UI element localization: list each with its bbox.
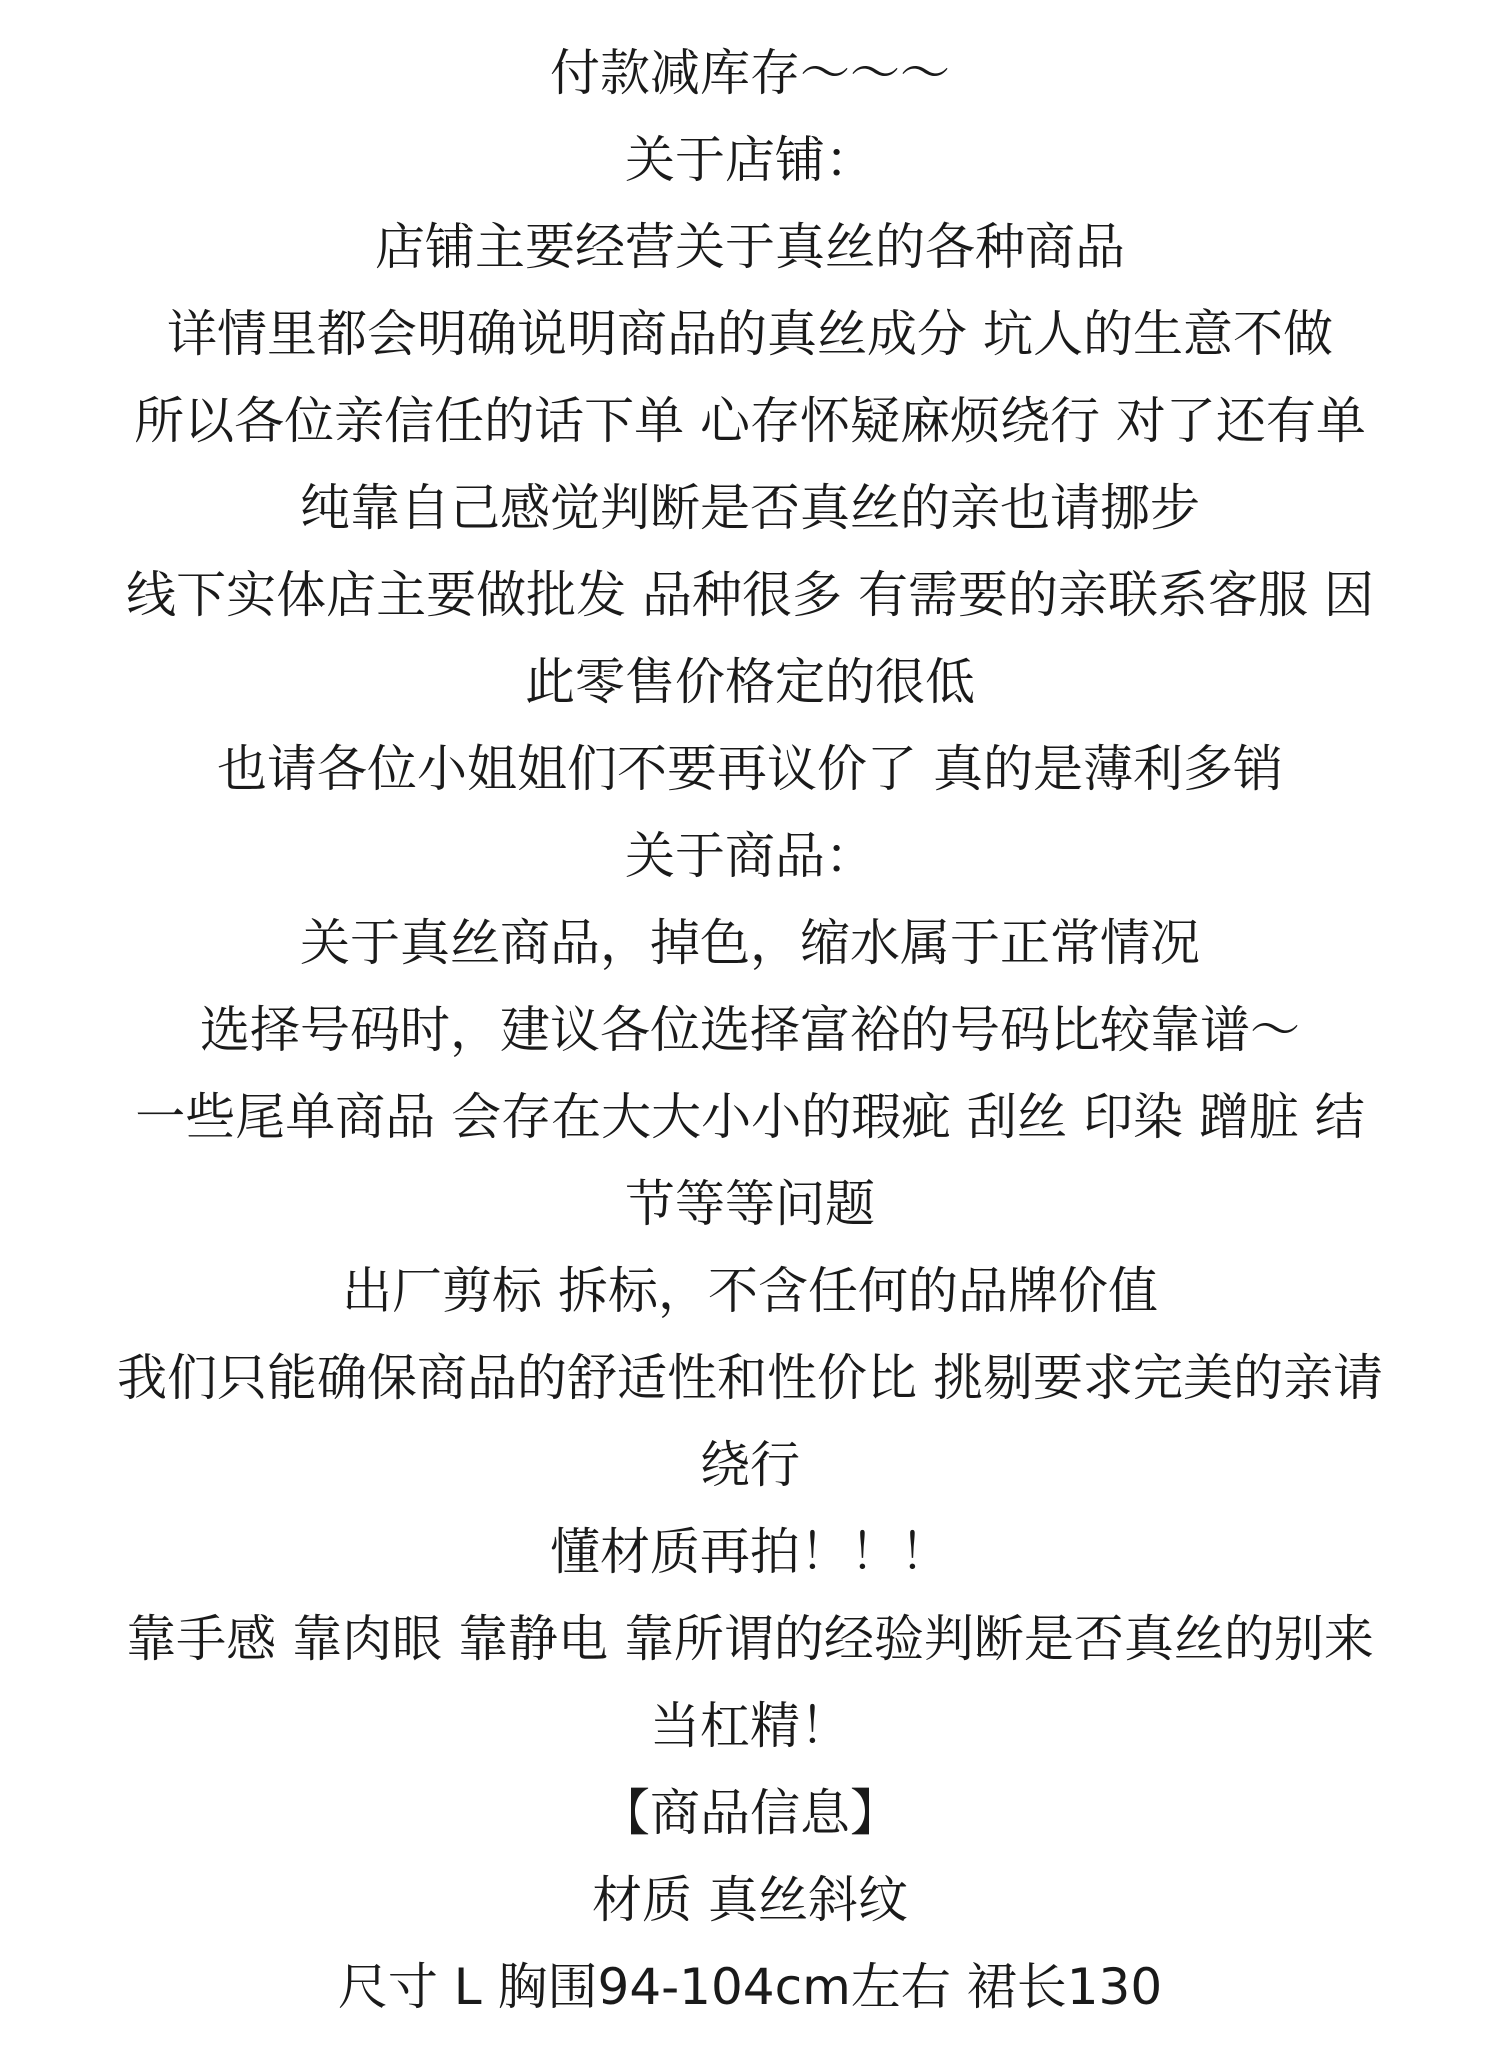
text-line-size-advice: 选择号码时，建议各位选择富裕的号码比较靠谱～ — [200, 1001, 1300, 1059]
text-line-defects-cont: 节等等问题 — [625, 1175, 875, 1233]
text-line-silk-content: 详情里都会明确说明商品的真丝成分 坑人的生意不做 — [167, 305, 1333, 363]
text-line-stock-note: 付款减库存～～～ — [550, 44, 950, 102]
text-line-no-bargain: 也请各位小姐姐们不要再议价了 真的是薄利多销 — [217, 740, 1283, 798]
text-line-material: 材质 真丝斜纹 — [592, 1871, 908, 1929]
text-line-no-trolls: 靠手感 靠肉眼 靠静电 靠所谓的经验判断是否真丝的别来 — [126, 1610, 1374, 1668]
text-line-trust-order: 所以各位亲信任的话下单 心存怀疑麻烦绕行 对了还有单 — [134, 392, 1366, 450]
heading-about-shop: 关于店铺： — [625, 131, 875, 189]
heading-product-info: 【商品信息】 — [600, 1784, 900, 1842]
text-line-judge-silk: 纯靠自己感觉判断是否真丝的亲也请挪步 — [300, 479, 1200, 537]
text-line-defects: 一些尾单商品 会存在大大小小的瑕疵 刮丝 印染 蹭脏 结 — [135, 1088, 1365, 1146]
text-line-shop-business: 店铺主要经营关于真丝的各种商品 — [375, 218, 1125, 276]
text-line-size: 尺寸 L 胸围94-104cm左右 裙长130 — [337, 1958, 1163, 2016]
text-line-comfort: 我们只能确保商品的舒适性和性价比 挑剔要求完美的亲请 — [117, 1349, 1383, 1407]
text-line-no-trolls-cont: 当杠精！ — [650, 1697, 850, 1755]
text-line-know-material: 懂材质再拍！！！ — [550, 1523, 950, 1581]
text-line-wholesale: 线下实体店主要做批发 品种很多 有需要的亲联系客服 因 — [126, 566, 1374, 624]
text-line-labels-cut: 出厂剪标 拆标，不含任何的品牌价值 — [342, 1262, 1158, 1320]
text-line-comfort-cont: 绕行 — [700, 1436, 800, 1494]
heading-about-product: 关于商品： — [625, 827, 875, 885]
text-line-fading-shrink: 关于真丝商品，掉色，缩水属于正常情况 — [300, 914, 1200, 972]
text-line-low-price: 此零售价格定的很低 — [525, 653, 975, 711]
